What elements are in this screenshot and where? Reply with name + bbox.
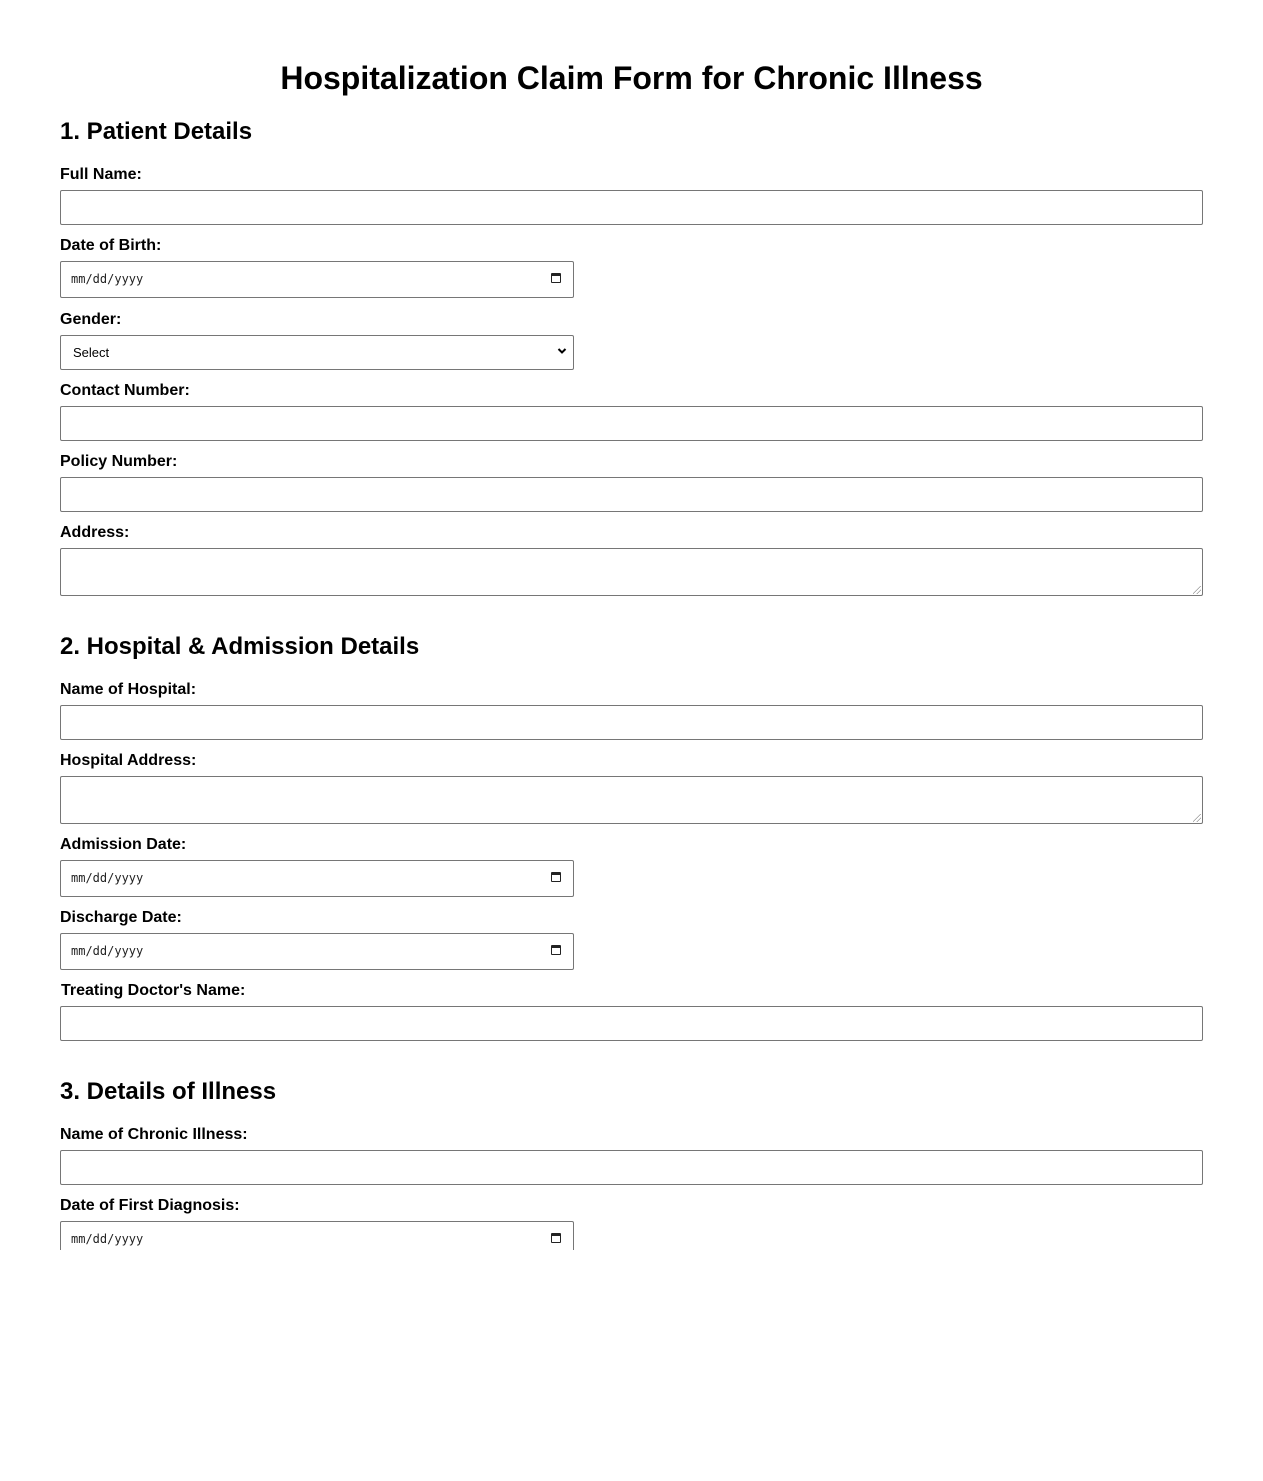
date-placeholder: mm/dd/yyyy (71, 944, 144, 958)
discharge-date-input[interactable] (60, 933, 574, 970)
calendar-icon[interactable] (551, 872, 561, 882)
gender-selected-value: Select (73, 345, 110, 360)
first-diagnosis-date-label: Date of First Diagnosis: (60, 1197, 240, 1214)
admission-date-input[interactable] (60, 860, 574, 897)
policy-number-input[interactable] (60, 477, 1203, 512)
treating-doctor-label: Treating Doctor's Name: (61, 982, 246, 999)
admission-date-label: Admission Date: (60, 836, 187, 853)
hospital-address-textarea[interactable] (60, 776, 1203, 824)
resize-handle-icon[interactable] (1193, 814, 1201, 822)
contact-number-label: Contact Number: (60, 382, 190, 399)
calendar-icon[interactable] (551, 1233, 561, 1243)
calendar-icon[interactable] (551, 273, 561, 283)
hospital-name-label: Name of Hospital: (60, 681, 197, 698)
full-name-input[interactable] (60, 190, 1203, 225)
address-label: Address: (60, 524, 130, 541)
hospital-name-input[interactable] (60, 705, 1203, 740)
first-diagnosis-date-input[interactable] (60, 1221, 574, 1250)
address-textarea[interactable] (60, 548, 1203, 596)
date-placeholder: mm/dd/yyyy (71, 272, 144, 286)
chronic-illness-input[interactable] (60, 1150, 1203, 1185)
chronic-illness-label: Name of Chronic Illness: (60, 1126, 248, 1143)
date-placeholder: mm/dd/yyyy (71, 871, 144, 885)
calendar-icon[interactable] (551, 945, 561, 955)
contact-number-input[interactable] (60, 406, 1203, 441)
full-name-label: Full Name: (60, 166, 142, 183)
date-placeholder: mm/dd/yyyy (71, 1232, 144, 1246)
policy-number-label: Policy Number: (60, 453, 178, 470)
section-heading-hospital-admission: 2. Hospital & Admission Details (60, 633, 420, 660)
section-heading-illness-details: 3. Details of Illness (60, 1078, 277, 1105)
hospital-address-label: Hospital Address: (60, 752, 197, 769)
treating-doctor-input[interactable] (60, 1006, 1203, 1041)
chevron-down-icon (557, 346, 567, 356)
page-title: Hospitalization Claim Form for Chronic Illness (280, 60, 983, 96)
date-of-birth-label: Date of Birth: (60, 237, 162, 254)
date-of-birth-input[interactable] (60, 261, 574, 298)
gender-label: Gender: (60, 311, 122, 328)
section-heading-patient-details: 1. Patient Details (60, 118, 253, 145)
discharge-date-label: Discharge Date: (60, 909, 182, 926)
gender-select[interactable] (60, 335, 574, 370)
resize-handle-icon[interactable] (1193, 586, 1201, 594)
